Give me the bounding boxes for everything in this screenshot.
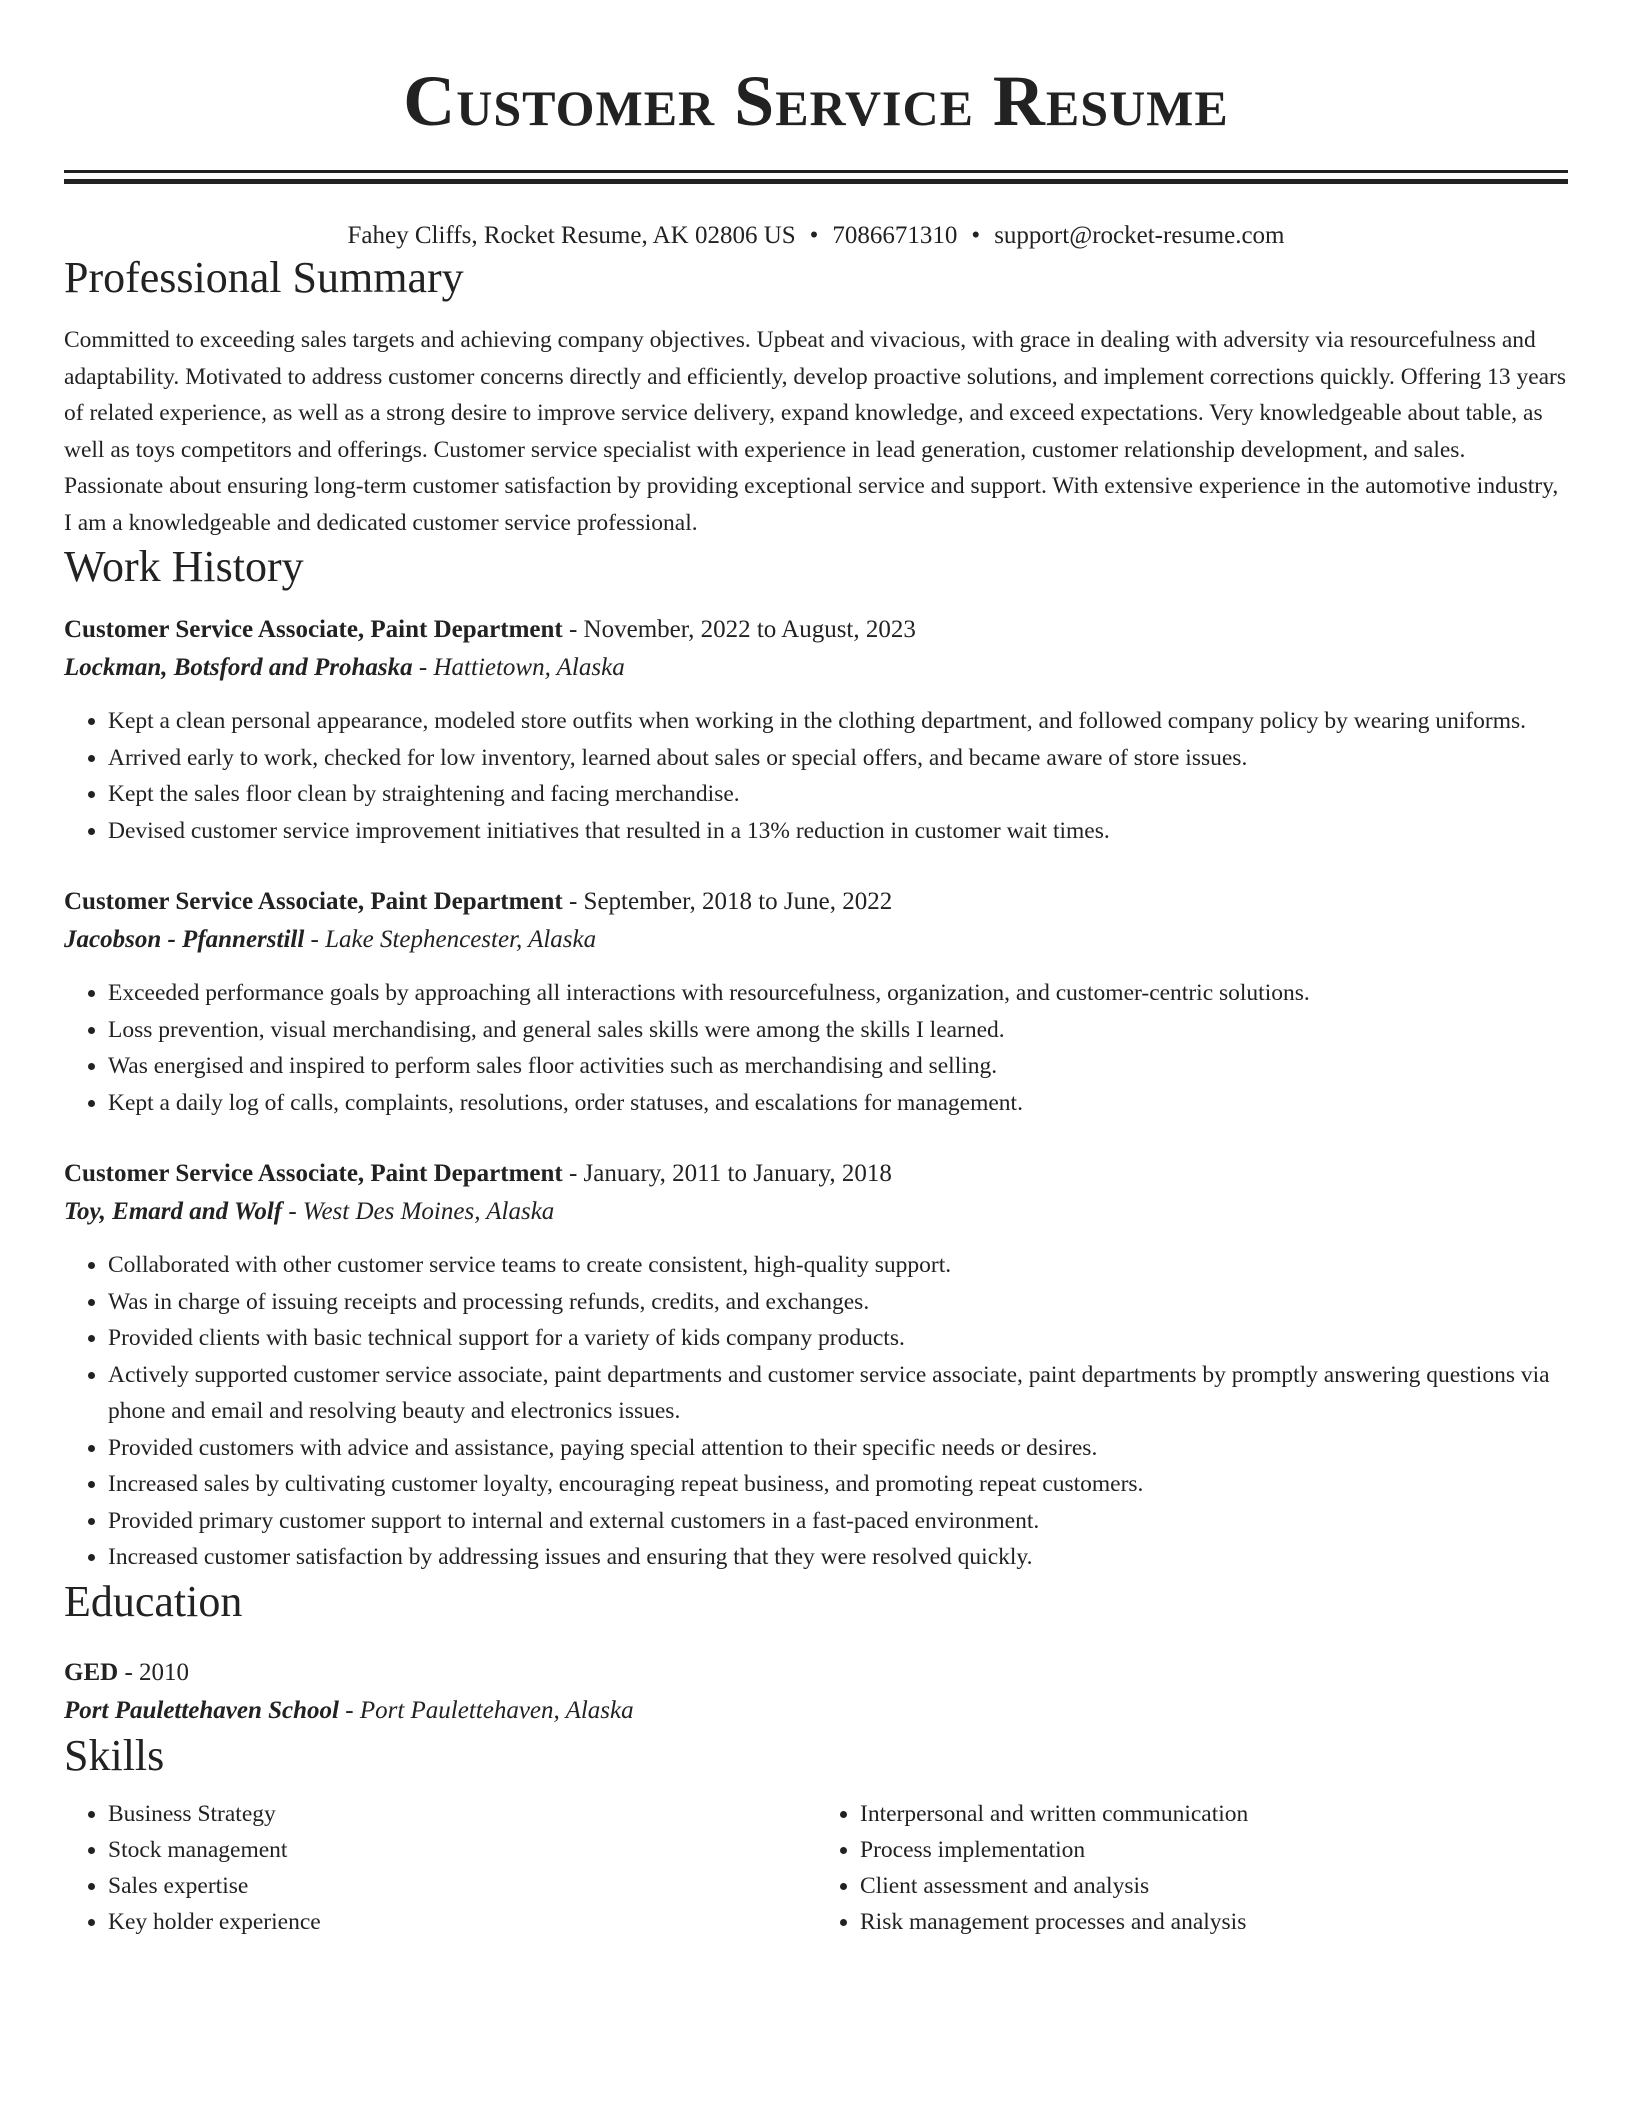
list-item: • Kept the sales floor clean by straightening and facing merchandise. (108, 776, 1568, 813)
skills-heading: Skills (64, 1730, 165, 1780)
title-divider-thick (64, 179, 1568, 184)
skill-item: • Risk management processes and analysis (860, 1904, 1568, 1940)
skill-item: • Key holder experience (108, 1904, 816, 1940)
list-item: • Provided primary customer support to internal and external customers in a fast-paced environment. (108, 1503, 1568, 1540)
job-company: Jacobson - Pfannerstill (64, 926, 305, 953)
contact-email: support@rocket-resume.com (994, 222, 1285, 249)
job-company-line (64, 649, 1568, 687)
job-entry (64, 883, 1568, 1121)
skills-columns (64, 1796, 1568, 1940)
job-entry (64, 1155, 1568, 1576)
list-item: • Actively supported customer service associate, paint departments and customer service associate, paint departments by promptly answering questions via phone and email and resolving beauty and electronics issues. (108, 1357, 1568, 1430)
list-item: • Provided customers with advice and assistance, paying special attention to their specific needs or desires. (108, 1430, 1568, 1467)
job-location: - Hattietown, Alaska (412, 654, 625, 681)
skills-list-right (816, 1796, 1568, 1940)
education-degree: GED (64, 1658, 119, 1686)
job-entry (64, 611, 1568, 849)
summary-text: Committed to exceeding sales targets and achieving company objectives. Upbeat and vivacious, with grace in dealing with adversity via resourcefulness and adaptability. Motivated to address customer concerns directly and efficiently, develop proactive solutions, and implement corrections quickly. Offering 13 years of related experience, as well as a strong desire to improve service delivery, expand knowledge, and exceed expectations. Very knowledgeable about table, as well as toys competitors and offerings. Customer service specialist with experience in lead generation, customer relationship development, and sales. Passionate about ensuring long-term customer satisfaction by providing exceptional service and support. With extensive experience in the automotive industry, I am a knowledgeable and dedicated customer service professional. (64, 327, 1567, 536)
resume-title: Customer Service Resume (403, 61, 1229, 141)
education-year: - 2010 (118, 1658, 190, 1686)
contact-separator: • (971, 222, 981, 249)
job-dates: - January, 2011 to January, 2018 (562, 1160, 892, 1187)
job-title: Customer Service Associate, Paint Department (64, 1160, 563, 1187)
title-divider-thin (64, 170, 1568, 173)
contact-address: Fahey Cliffs, Rocket Resume, AK 02806 US (347, 222, 796, 249)
job-title: Customer Service Associate, Paint Department (64, 888, 563, 915)
education-entry (64, 1654, 1568, 1730)
job-bullets (64, 975, 1568, 1121)
job-bullets (64, 703, 1568, 849)
contact-line (64, 220, 1568, 252)
job-bullets (64, 1247, 1568, 1576)
skill-item: • Business Strategy (108, 1796, 816, 1832)
skill-item: • Process implementation (860, 1832, 1568, 1868)
job-location: - West Des Moines, Alaska (282, 1198, 555, 1225)
list-item: • Kept a clean personal appearance, modeled store outfits when working in the clothing department, and followed company policy by wearing uniforms. (108, 703, 1568, 740)
job-location: - Lake Stephencester, Alaska (304, 926, 597, 953)
list-item: • Increased sales by cultivating customer loyalty, encouraging repeat business, and promoting repeat customers. (108, 1466, 1568, 1503)
skill-item: • Sales expertise (108, 1868, 816, 1904)
list-item: • Provided clients with basic technical support for a variety of kids company products. (108, 1320, 1568, 1357)
list-item: • Arrived early to work, checked for low inventory, learned about sales or special offers, and became aware of store issues. (108, 740, 1568, 777)
job-company-line (64, 921, 1568, 959)
education-location: - Port Paulettehaven, Alaska (339, 1696, 634, 1724)
job-dates: - September, 2018 to June, 2022 (562, 888, 893, 915)
job-title: Customer Service Associate, Paint Department (64, 616, 563, 643)
job-company: Lockman, Botsford and Prohaska (64, 654, 413, 681)
contact-separator: • (809, 222, 819, 249)
work-history-heading: Work History (64, 542, 304, 591)
list-item: • Loss prevention, visual merchandising, and general sales skills were among the skills I learned. (108, 1012, 1568, 1049)
list-item: • Increased customer satisfaction by addressing issues and ensuring that they were resolved quickly. (108, 1539, 1568, 1576)
list-item: • Kept a daily log of calls, complaints, resolutions, order statuses, and escalations for management. (108, 1085, 1568, 1122)
skill-item: • Stock management (108, 1832, 816, 1868)
education-school-line (64, 1692, 1568, 1730)
skill-item: • Interpersonal and written communication (860, 1796, 1568, 1832)
job-company-line (64, 1193, 1568, 1231)
list-item: • Exceeded performance goals by approaching all interactions with resourcefulness, organization, and customer-centric solutions. (108, 975, 1568, 1012)
contact-phone: 7086671310 (832, 222, 958, 249)
skill-item: • Client assessment and analysis (860, 1868, 1568, 1904)
education-degree-line (64, 1654, 1568, 1692)
summary-heading: Professional Summary (64, 253, 464, 302)
list-item: • Collaborated with other customer service teams to create consistent, high-quality support. (108, 1247, 1568, 1284)
skills-list-left (64, 1796, 816, 1940)
list-item: • Was in charge of issuing receipts and processing refunds, credits, and exchanges. (108, 1284, 1568, 1321)
list-item: • Was energised and inspired to perform sales floor activities such as merchandising and selling. (108, 1048, 1568, 1085)
job-company: Toy, Emard and Wolf (64, 1198, 283, 1225)
list-item: • Devised customer service improvement initiatives that resulted in a 13% reduction in customer wait times. (108, 813, 1568, 850)
job-dates: - November, 2022 to August, 2023 (562, 616, 916, 643)
job-title-line (64, 883, 1568, 921)
job-title-line (64, 1155, 1568, 1193)
education-school: Port Paulettehaven School (64, 1696, 339, 1724)
education-heading: Education (64, 1576, 243, 1626)
job-title-line (64, 611, 1568, 649)
